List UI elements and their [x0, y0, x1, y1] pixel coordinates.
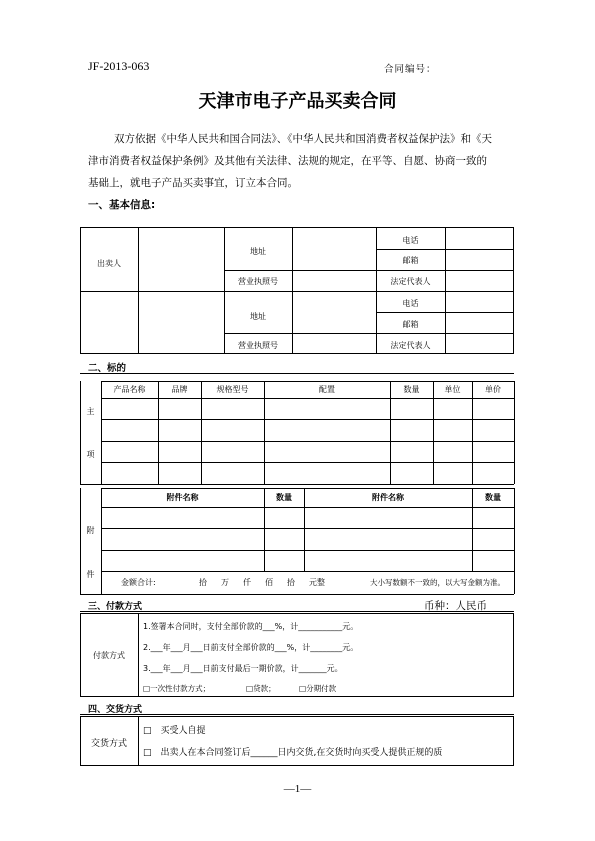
- seller-legal-rep-label: 法定代表人: [390, 277, 431, 286]
- acc-side-label-2: 件: [86, 570, 95, 579]
- col-unit-price: 单价: [485, 385, 501, 394]
- buyer-postcode-label: 邮箱: [402, 320, 419, 329]
- main-side-label-1: 主: [86, 407, 95, 416]
- total-unit-shi-2: 拾: [287, 578, 295, 587]
- seller-label: 出卖人: [97, 259, 121, 268]
- payment-line-3: 3.___年___月___日前支付最后一期价款，计_______元。: [143, 664, 343, 673]
- intro-line-1: 双方依据《中华人民共和国合同法》、《中华人民共和国消费者权益保护法》和《天: [114, 133, 492, 145]
- page-title: 天津市电子产品买卖合同: [198, 91, 397, 112]
- total-amount-note: 大小写数额不一致的，以大写金额为准。: [370, 578, 505, 587]
- delivery-option-seller-delivers[interactable]: □ 出卖人在本合同签订后______日内交货,在交货时向买受人提供正规的质: [143, 748, 443, 758]
- col-configuration: 配置: [319, 385, 335, 394]
- seller-phone-label: 电话: [402, 236, 419, 245]
- col-accessory-name-2: 附件名称: [372, 493, 404, 502]
- total-unit-bai: 佰: [265, 578, 273, 587]
- main-side-label-2: 项: [86, 450, 95, 459]
- col-brand: 品牌: [171, 385, 188, 394]
- intro-line-3: 基础上，就电子产品买卖事宜，订立本合同。: [88, 177, 298, 189]
- delivery-option-self-pickup[interactable]: □ 买受人自提: [143, 726, 206, 736]
- section-2-heading: 二、标的: [88, 363, 127, 374]
- col-unit: 单位: [444, 385, 461, 394]
- currency-label: 币种：人民币: [424, 600, 487, 612]
- total-unit-yuan: 元整: [309, 578, 325, 587]
- payment-line-2: 2.___年___月___日前支付全部价款的___%，计________元。: [143, 643, 359, 652]
- total-unit-shi: 拾: [199, 578, 207, 587]
- seller-license-label: 营业执照号: [238, 277, 278, 286]
- buyer-phone-label: 电话: [402, 299, 419, 308]
- section-3-heading: 三、付款方式: [88, 602, 143, 612]
- page-number: —1—: [283, 783, 312, 795]
- col-accessory-qty-1: 数量: [276, 493, 292, 502]
- seller-address-label: 地址: [250, 247, 266, 256]
- payment-option-loan[interactable]: □贷款；: [246, 684, 276, 693]
- payment-method-label: 付款方式: [93, 651, 125, 660]
- buyer-legal-rep-label: 法定代表人: [390, 341, 431, 350]
- total-unit-wan: 万: [221, 578, 229, 587]
- payment-line-1: 1.签署本合同时，支付全部价款的___%，计___________元。: [143, 622, 359, 631]
- payment-option-lump-sum[interactable]: □一次性付款方式；: [143, 684, 211, 693]
- col-product-name: 产品名称: [113, 385, 146, 394]
- contract-number-label: 合同编号：: [384, 64, 437, 75]
- intro-line-2: 津市消费者权益保护条例》及其他有关法律、法规的规定，在平等、自愿、协商一致的: [88, 155, 487, 167]
- acc-side-label-1: 附: [86, 526, 95, 535]
- delivery-method-label: 交货方式: [90, 739, 127, 749]
- total-unit-qian: 仟: [243, 578, 251, 587]
- total-amount-label: 金额合计:: [121, 578, 156, 587]
- col-accessory-name-1: 附件名称: [166, 493, 199, 502]
- document-code: JF-2013-063: [88, 59, 150, 73]
- section-4-heading: 四、交货方式: [88, 705, 143, 715]
- payment-option-installment[interactable]: □分期付款: [299, 684, 337, 693]
- buyer-license-label: 营业执照号: [238, 341, 278, 350]
- col-quantity: 数量: [403, 385, 420, 394]
- seller-postcode-label: 邮箱: [402, 256, 419, 265]
- col-model: 规格型号: [216, 385, 249, 394]
- buyer-address-label: 地址: [250, 312, 266, 321]
- col-accessory-qty-2: 数量: [485, 493, 501, 502]
- section-1-heading: 一、基本信息:: [88, 199, 156, 211]
